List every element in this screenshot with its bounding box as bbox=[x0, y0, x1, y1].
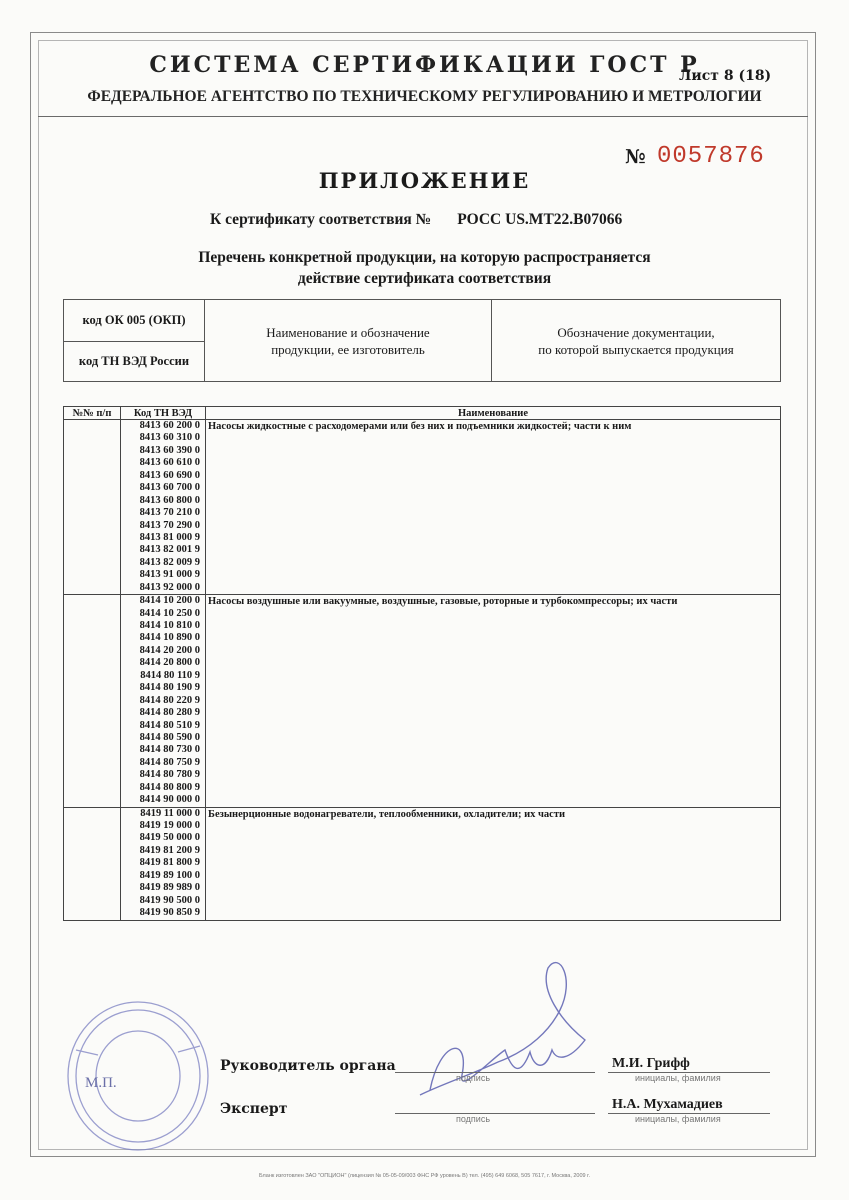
header-table bbox=[63, 299, 781, 382]
tnved-code: 8413 91 000 9 bbox=[139, 569, 200, 581]
product-table bbox=[63, 406, 781, 921]
product-group-row bbox=[64, 807, 781, 920]
expert-signature-caption: подпись bbox=[456, 1114, 491, 1124]
tnved-code: 8414 80 510 9 bbox=[139, 719, 200, 731]
tnved-code: 8413 60 690 0 bbox=[139, 469, 200, 481]
tnved-code: 8414 80 800 9 bbox=[139, 781, 200, 793]
tnved-code: 8413 60 800 0 bbox=[139, 494, 200, 506]
tnved-code: 8413 70 290 0 bbox=[139, 519, 200, 531]
group-codes-cell bbox=[121, 420, 206, 595]
product-group-name: Насосы жидкостные с расходомерами или без них и подъемники жидкостей; части к ним bbox=[208, 421, 632, 432]
tnved-code: 8414 80 750 9 bbox=[139, 756, 200, 768]
agency-name: ФЕДЕРАЛЬНОЕ АГЕНТСТВО ПО ТЕХНИЧЕСКОМУ РЕГУЛИРОВАНИЮ И МЕТРОЛОГИИ bbox=[87, 88, 762, 105]
list-title bbox=[0, 247, 849, 289]
tnved-code: 8414 10 810 0 bbox=[139, 620, 200, 631]
form-footer: Бланк изготовлен ЗАО "ОПЦИОН" (лицензия № 05-05-09/003 ФНС РФ уровень В) тел. (495) 649 6068, 505 7617, г. Москва, 2009 г. bbox=[259, 1173, 590, 1179]
tnved-code: 8419 19 000 0 bbox=[139, 820, 200, 831]
group-codes-cell bbox=[121, 595, 206, 807]
tnved-code: 8414 10 200 0 bbox=[139, 595, 200, 607]
group-name-cell bbox=[206, 420, 781, 595]
tnved-code: 8414 80 220 9 bbox=[139, 694, 200, 706]
tnved-code: 8419 90 850 9 bbox=[139, 907, 200, 919]
head-name-caption: инициалы, фамилия bbox=[635, 1073, 721, 1083]
tnved-code: 8413 92 000 0 bbox=[139, 581, 200, 593]
product-group-name: Насосы воздушные или вакуумные, воздушные, газовые, роторные и турбокомпрессоры; их части bbox=[208, 596, 678, 608]
tnved-code: 8413 60 610 0 bbox=[139, 457, 200, 469]
group-number-cell bbox=[64, 595, 121, 807]
tnved-code: 8419 50 000 0 bbox=[139, 832, 200, 844]
tnved-code-label: код ТН ВЭД России bbox=[78, 354, 190, 368]
col-code: Код ТН ВЭД bbox=[121, 407, 206, 420]
tnved-code: 8419 81 200 9 bbox=[139, 844, 200, 856]
okp-code-label: код ОК 005 (ОКП) bbox=[64, 300, 204, 342]
tnved-code: 8414 20 200 0 bbox=[139, 644, 200, 656]
header-divider bbox=[38, 116, 808, 117]
tnved-code: 8413 60 200 0 bbox=[139, 420, 200, 431]
tnved-code: 8414 80 280 9 bbox=[139, 707, 200, 719]
head-signature-caption: подпись bbox=[456, 1073, 491, 1083]
expert-name-caption: инициалы, фамилия bbox=[635, 1114, 721, 1124]
product-name-header-text: Наименование и обозначение продукции, ее изготовитель bbox=[266, 324, 430, 357]
product-table-header bbox=[64, 407, 781, 420]
col-number: №№ п/п bbox=[64, 407, 121, 420]
documentation-header-text: Обозначение документации, по которой выпускается продукция bbox=[538, 324, 734, 357]
tnved-code: 8419 90 500 0 bbox=[139, 894, 200, 906]
certificate-number: РОСС US.МТ22.В07066 bbox=[457, 211, 623, 228]
form-number: 0057876 bbox=[657, 143, 765, 170]
tnved-code: 8414 90 000 0 bbox=[139, 794, 200, 806]
head-name: М.И. Грифф bbox=[612, 1056, 690, 1071]
tnved-code: 8414 10 250 0 bbox=[139, 607, 200, 619]
tnved-code: 8414 80 590 0 bbox=[139, 731, 200, 743]
group-number-cell bbox=[64, 807, 121, 920]
tnved-code: 8419 89 100 0 bbox=[139, 869, 200, 881]
tnved-code: 8419 89 989 0 bbox=[139, 882, 200, 894]
tnved-code: 8413 82 009 9 bbox=[139, 556, 200, 568]
tnved-code: 8414 80 780 9 bbox=[139, 769, 200, 781]
header-table-code-column bbox=[64, 300, 205, 381]
official-seal bbox=[58, 990, 218, 1160]
group-number-cell bbox=[64, 420, 121, 595]
head-signature-line bbox=[395, 1072, 595, 1073]
product-group-name: Безынерционные водонагреватели, теплообменники, охладители; их части bbox=[208, 808, 566, 820]
documentation-header bbox=[492, 300, 780, 381]
group-codes-cell bbox=[121, 807, 206, 920]
col-name: Наименование bbox=[206, 407, 781, 420]
product-group-row bbox=[64, 420, 781, 595]
tnved-code: 8413 60 700 0 bbox=[139, 482, 200, 494]
tnved-code: 8413 70 210 0 bbox=[139, 507, 200, 519]
list-title-line1: Перечень конкретной продукции, на которую распространяется bbox=[198, 249, 651, 266]
group-name-cell bbox=[206, 807, 781, 920]
tnved-code: 8414 80 190 9 bbox=[139, 682, 200, 694]
tnved-code: 8413 60 310 0 bbox=[139, 432, 200, 444]
product-group-row bbox=[64, 595, 781, 807]
tnved-code: 8414 20 800 0 bbox=[139, 657, 200, 669]
tnved-code: 8413 82 001 9 bbox=[139, 544, 200, 556]
sheet-number: Лист 8 (18) bbox=[679, 68, 772, 84]
group-name-cell bbox=[206, 595, 781, 807]
tnved-code: 8413 81 000 9 bbox=[139, 531, 200, 543]
tnved-code: 8419 81 800 9 bbox=[139, 857, 200, 869]
list-title-line2: действие сертификата соответствия bbox=[297, 270, 552, 287]
head-of-body-label: Руководитель органа bbox=[220, 1058, 396, 1074]
form-number-sign: № bbox=[625, 146, 646, 168]
expert-name: Н.А. Мухамадиев bbox=[612, 1097, 723, 1112]
tnved-code: 8414 80 730 0 bbox=[139, 744, 200, 756]
system-title: СИСТЕМА СЕРТИФИКАЦИИ ГОСТ Р bbox=[149, 52, 700, 78]
certificate-label: К сертификату соответствия № bbox=[210, 211, 432, 228]
expert-label: Эксперт bbox=[220, 1101, 288, 1117]
tnved-code: 8413 60 390 0 bbox=[139, 444, 200, 456]
tnved-code: 8419 11 000 0 bbox=[140, 807, 200, 819]
certificate-line bbox=[210, 211, 622, 229]
seal-placeholder: М.П. bbox=[85, 1075, 117, 1091]
expert-signature-line bbox=[395, 1113, 595, 1114]
tnved-code: 8414 10 890 0 bbox=[139, 632, 200, 644]
product-name-header bbox=[205, 300, 492, 381]
tnved-code: 8414 80 110 9 bbox=[140, 669, 200, 681]
annex-title: ПРИЛОЖЕНИЕ bbox=[318, 168, 531, 193]
